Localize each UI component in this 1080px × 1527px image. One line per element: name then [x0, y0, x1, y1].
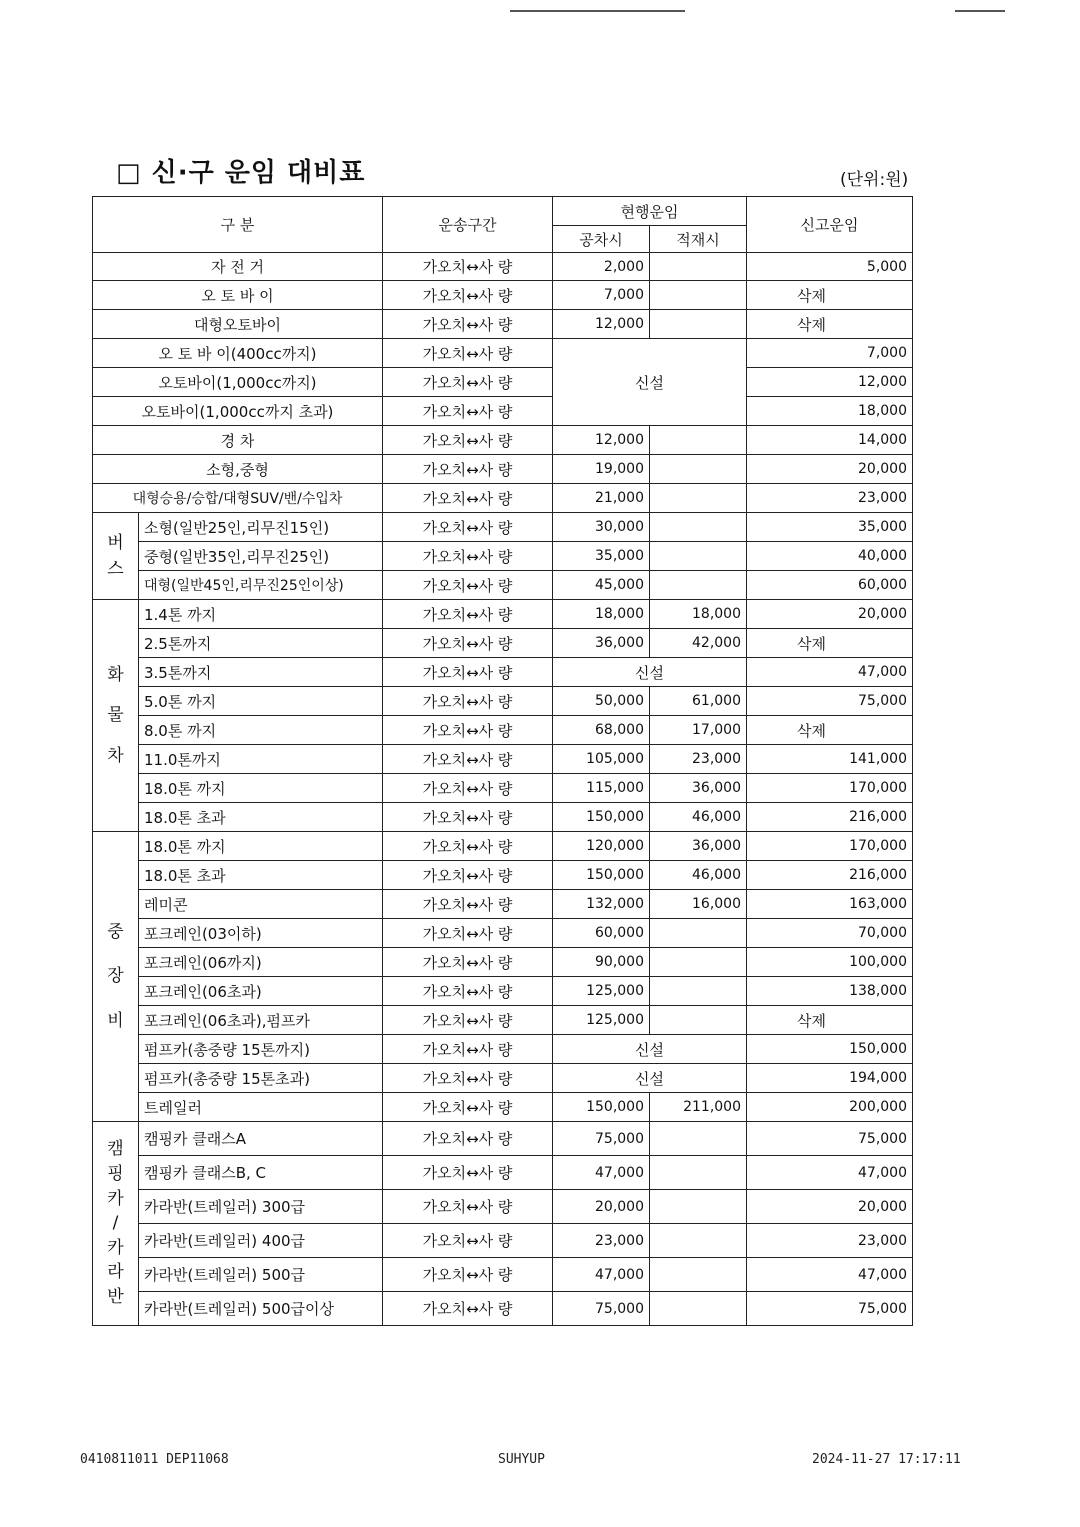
table-row [93, 253, 913, 281]
route: 가오치↔사 량 [383, 1224, 553, 1258]
loaded-fare [650, 484, 747, 513]
reported-fare: 삭제 [747, 281, 913, 310]
table-row [93, 832, 913, 861]
empty-fare: 20,000 [553, 1190, 650, 1224]
vehicle-label: 8.0톤 까지 [139, 716, 383, 745]
vehicle-label: 소형,중형 [93, 455, 383, 484]
vehicle-label: 카라반(트레일러) 500급 [139, 1258, 383, 1292]
empty-fare: 105,000 [553, 745, 650, 774]
loaded-fare [650, 1156, 747, 1190]
table-row [93, 600, 913, 629]
loaded-fare: 61,000 [650, 687, 747, 716]
loaded-fare [650, 1258, 747, 1292]
vehicle-label: 18.0톤 초과 [139, 861, 383, 890]
route: 가오치↔사 량 [383, 832, 553, 861]
reported-fare: 47,000 [747, 1258, 913, 1292]
reported-fare: 40,000 [747, 542, 913, 571]
table-row [93, 571, 913, 600]
reported-fare: 141,000 [747, 745, 913, 774]
group-label-camping-caravan: 캠 핑 카 / 카 라 반 [93, 1122, 139, 1326]
reported-fare: 23,000 [747, 1224, 913, 1258]
route: 가오치↔사 량 [383, 1093, 553, 1122]
route: 가오치↔사 량 [383, 977, 553, 1006]
vehicle-label: 포크레인(06초과) [139, 977, 383, 1006]
empty-fare: 60,000 [553, 919, 650, 948]
empty-fare: 132,000 [553, 890, 650, 919]
vehicle-label: 펌프카(총중량 15톤초과) [139, 1064, 383, 1093]
header-reported-fare: 신고운임 [747, 197, 913, 253]
reported-fare: 75,000 [747, 687, 913, 716]
empty-fare: 2,000 [553, 253, 650, 281]
loaded-fare [650, 948, 747, 977]
unit-label: (단위:원) [840, 170, 909, 190]
vehicle-label: 대형오토바이 [93, 310, 383, 339]
table-row [93, 426, 913, 455]
vehicle-label: 18.0톤 까지 [139, 832, 383, 861]
empty-fare: 30,000 [553, 513, 650, 542]
loaded-fare [650, 1006, 747, 1035]
current-fare-note: 신설 [553, 658, 747, 687]
table-row [93, 745, 913, 774]
table-row [93, 1156, 913, 1190]
vehicle-label: 카라반(트레일러) 300급 [139, 1190, 383, 1224]
table-row [93, 687, 913, 716]
loaded-fare: 46,000 [650, 861, 747, 890]
loaded-fare [650, 1122, 747, 1156]
loaded-fare [650, 281, 747, 310]
reported-fare: 170,000 [747, 832, 913, 861]
reported-fare: 150,000 [747, 1035, 913, 1064]
table-row [93, 542, 913, 571]
table-row [93, 513, 913, 542]
table-row [93, 1035, 913, 1064]
empty-fare: 45,000 [553, 571, 650, 600]
table-row [93, 310, 913, 339]
reported-fare: 47,000 [747, 658, 913, 687]
table-row [93, 919, 913, 948]
header-loaded: 적재시 [650, 226, 747, 253]
table-row [93, 716, 913, 745]
empty-fare: 21,000 [553, 484, 650, 513]
reported-fare: 194,000 [747, 1064, 913, 1093]
empty-fare: 18,000 [553, 600, 650, 629]
group-label-truck: 화 물 차 [93, 600, 139, 832]
reported-fare: 75,000 [747, 1122, 913, 1156]
empty-fare: 23,000 [553, 1224, 650, 1258]
reported-fare: 47,000 [747, 1156, 913, 1190]
route: 가오치↔사 량 [383, 774, 553, 803]
empty-fare: 75,000 [553, 1292, 650, 1326]
vehicle-label: 1.4톤 까지 [139, 600, 383, 629]
table-row [93, 397, 913, 426]
route: 가오치↔사 량 [383, 1006, 553, 1035]
empty-fare: 35,000 [553, 542, 650, 571]
footer-organization: SUHYUP [498, 1452, 545, 1467]
header-category: 구 분 [93, 197, 383, 253]
route: 가오치↔사 량 [383, 861, 553, 890]
reported-fare: 20,000 [747, 1190, 913, 1224]
loaded-fare: 23,000 [650, 745, 747, 774]
loaded-fare [650, 1224, 747, 1258]
table-row [93, 861, 913, 890]
empty-fare: 36,000 [553, 629, 650, 658]
loaded-fare: 211,000 [650, 1093, 747, 1122]
empty-fare: 68,000 [553, 716, 650, 745]
vehicle-label: 중형(일반35인,리무진25인) [139, 542, 383, 571]
loaded-fare: 36,000 [650, 832, 747, 861]
loaded-fare [650, 426, 747, 455]
table-row [93, 1258, 913, 1292]
empty-fare: 150,000 [553, 1093, 650, 1122]
route: 가오치↔사 량 [383, 1190, 553, 1224]
reported-fare: 23,000 [747, 484, 913, 513]
loaded-fare [650, 1190, 747, 1224]
reported-fare: 75,000 [747, 1292, 913, 1326]
vehicle-label: 대형(일반45인,리무진25인이상) [139, 571, 383, 600]
table-row [93, 1292, 913, 1326]
empty-fare: 125,000 [553, 1006, 650, 1035]
reported-fare: 60,000 [747, 571, 913, 600]
reported-fare: 100,000 [747, 948, 913, 977]
route: 가오치↔사 량 [383, 658, 553, 687]
table-row [93, 629, 913, 658]
route: 가오치↔사 량 [383, 281, 553, 310]
vehicle-label: 트레일러 [139, 1093, 383, 1122]
empty-fare: 150,000 [553, 861, 650, 890]
current-fare-note: 신설 [553, 1035, 747, 1064]
loaded-fare [650, 1292, 747, 1326]
footer-document-id: 0410811011 DEP11068 [80, 1452, 229, 1467]
vehicle-label: 오 토 바 이(400cc까지) [93, 339, 383, 368]
reported-fare: 삭제 [747, 629, 913, 658]
vehicle-label: 캠핑카 클래스A [139, 1122, 383, 1156]
vehicle-label: 레미콘 [139, 890, 383, 919]
route: 가오치↔사 량 [383, 1122, 553, 1156]
table-row [93, 1122, 913, 1156]
table-row [93, 1093, 913, 1122]
vehicle-label: 경 차 [93, 426, 383, 455]
loaded-fare [650, 310, 747, 339]
table-row [93, 774, 913, 803]
vehicle-label: 11.0톤까지 [139, 745, 383, 774]
route: 가오치↔사 량 [383, 455, 553, 484]
vehicle-label: 2.5톤까지 [139, 629, 383, 658]
route: 가오치↔사 량 [383, 948, 553, 977]
route: 가오치↔사 량 [383, 1156, 553, 1190]
table-row [93, 1006, 913, 1035]
empty-fare: 90,000 [553, 948, 650, 977]
reported-fare: 7,000 [747, 339, 913, 368]
route: 가오치↔사 량 [383, 253, 553, 281]
vehicle-label: 오 토 바 이 [93, 281, 383, 310]
vehicle-label: 오토바이(1,000cc까지) [93, 368, 383, 397]
group-label-bus: 버 스 [93, 513, 139, 600]
empty-fare: 19,000 [553, 455, 650, 484]
table-row [93, 977, 913, 1006]
vehicle-label: 5.0톤 까지 [139, 687, 383, 716]
vehicle-label: 포크레인(06까지) [139, 948, 383, 977]
reported-fare: 삭제 [747, 310, 913, 339]
route: 가오치↔사 량 [383, 542, 553, 571]
reported-fare: 14,000 [747, 426, 913, 455]
document-title: □ 신·구 운임 대비표 [116, 158, 366, 188]
route: 가오치↔사 량 [383, 1035, 553, 1064]
reported-fare: 5,000 [747, 253, 913, 281]
table-row [93, 890, 913, 919]
loaded-fare: 18,000 [650, 600, 747, 629]
vehicle-label: 포크레인(03이하) [139, 919, 383, 948]
loaded-fare: 16,000 [650, 890, 747, 919]
reported-fare: 35,000 [747, 513, 913, 542]
empty-fare: 150,000 [553, 803, 650, 832]
vehicle-label: 18.0톤 초과 [139, 803, 383, 832]
loaded-fare [650, 513, 747, 542]
footer-timestamp: 2024-11-27 17:17:11 [812, 1452, 961, 1467]
vehicle-label: 캠핑카 클래스B, C [139, 1156, 383, 1190]
route: 가오치↔사 량 [383, 1258, 553, 1292]
loaded-fare [650, 977, 747, 1006]
empty-fare: 75,000 [553, 1122, 650, 1156]
empty-fare: 47,000 [553, 1258, 650, 1292]
route: 가오치↔사 량 [383, 629, 553, 658]
table-row [93, 368, 913, 397]
vehicle-label: 카라반(트레일러) 500급이상 [139, 1292, 383, 1326]
reported-fare: 170,000 [747, 774, 913, 803]
reported-fare: 200,000 [747, 1093, 913, 1122]
empty-fare: 125,000 [553, 977, 650, 1006]
vehicle-label: 카라반(트레일러) 400급 [139, 1224, 383, 1258]
loaded-fare: 42,000 [650, 629, 747, 658]
loaded-fare [650, 542, 747, 571]
route: 가오치↔사 량 [383, 513, 553, 542]
empty-fare: 12,000 [553, 426, 650, 455]
table-row [93, 281, 913, 310]
reported-fare: 삭제 [747, 716, 913, 745]
route: 가오치↔사 량 [383, 310, 553, 339]
loaded-fare: 17,000 [650, 716, 747, 745]
empty-fare: 120,000 [553, 832, 650, 861]
table-row [93, 1224, 913, 1258]
group-label-heavy-equipment: 중 장 비 [93, 832, 139, 1122]
route: 가오치↔사 량 [383, 339, 553, 368]
vehicle-label: 18.0톤 까지 [139, 774, 383, 803]
empty-fare: 7,000 [553, 281, 650, 310]
vehicle-label: 대형승용/승합/대형SUV/밴/수입차 [93, 484, 383, 513]
loaded-fare [650, 919, 747, 948]
reported-fare: 216,000 [747, 803, 913, 832]
scan-mark [510, 10, 685, 12]
route: 가오치↔사 량 [383, 571, 553, 600]
header-empty: 공차시 [553, 226, 650, 253]
vehicle-label: 포크레인(06초과),펌프카 [139, 1006, 383, 1035]
scan-mark [955, 10, 1005, 12]
loaded-fare [650, 253, 747, 281]
route: 가오치↔사 량 [383, 745, 553, 774]
route: 가오치↔사 량 [383, 484, 553, 513]
table-row [93, 339, 913, 368]
current-fare-note: 신설 [553, 1064, 747, 1093]
route: 가오치↔사 량 [383, 890, 553, 919]
vehicle-label: 펌프카(총중량 15톤까지) [139, 1035, 383, 1064]
route: 가오치↔사 량 [383, 600, 553, 629]
vehicle-label: 오토바이(1,000cc까지 초과) [93, 397, 383, 426]
reported-fare: 163,000 [747, 890, 913, 919]
table-row [93, 1064, 913, 1093]
empty-fare: 47,000 [553, 1156, 650, 1190]
reported-fare: 18,000 [747, 397, 913, 426]
route: 가오치↔사 량 [383, 803, 553, 832]
header-current-fare: 현행운임 [553, 197, 747, 226]
reported-fare: 216,000 [747, 861, 913, 890]
table-row [93, 803, 913, 832]
reported-fare: 70,000 [747, 919, 913, 948]
route: 가오치↔사 량 [383, 919, 553, 948]
table-row [93, 1190, 913, 1224]
route: 가오치↔사 량 [383, 426, 553, 455]
vehicle-label: 소형(일반25인,리무진15인) [139, 513, 383, 542]
current-fare-note: 신설 [553, 339, 747, 426]
table-row [93, 658, 913, 687]
table-row [93, 484, 913, 513]
route: 가오치↔사 량 [383, 397, 553, 426]
table-row [93, 455, 913, 484]
reported-fare: 20,000 [747, 600, 913, 629]
loaded-fare [650, 455, 747, 484]
loaded-fare [650, 571, 747, 600]
route: 가오치↔사 량 [383, 1292, 553, 1326]
route: 가오치↔사 량 [383, 716, 553, 745]
route: 가오치↔사 량 [383, 368, 553, 397]
fare-comparison-table [92, 196, 913, 1326]
reported-fare: 삭제 [747, 1006, 913, 1035]
empty-fare: 115,000 [553, 774, 650, 803]
vehicle-label: 자 전 거 [93, 253, 383, 281]
route: 가오치↔사 량 [383, 687, 553, 716]
loaded-fare: 36,000 [650, 774, 747, 803]
reported-fare: 12,000 [747, 368, 913, 397]
table-row [93, 948, 913, 977]
loaded-fare: 46,000 [650, 803, 747, 832]
reported-fare: 20,000 [747, 455, 913, 484]
empty-fare: 50,000 [553, 687, 650, 716]
header-route: 운송구간 [383, 197, 553, 253]
vehicle-label: 3.5톤까지 [139, 658, 383, 687]
empty-fare: 12,000 [553, 310, 650, 339]
reported-fare: 138,000 [747, 977, 913, 1006]
route: 가오치↔사 량 [383, 1064, 553, 1093]
